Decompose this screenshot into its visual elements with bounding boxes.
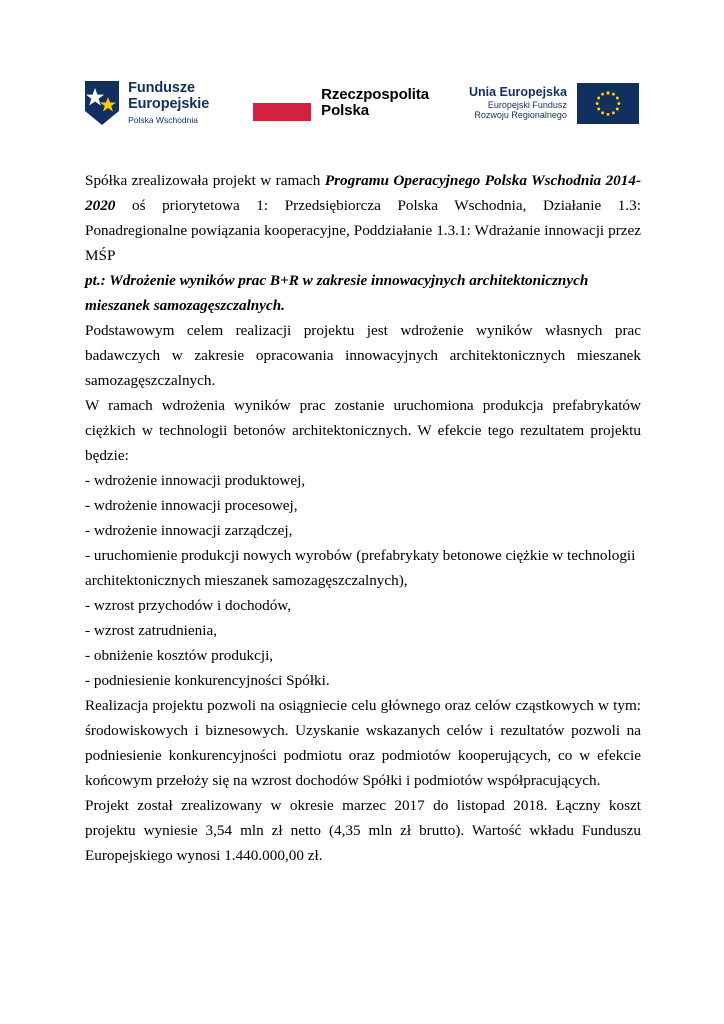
intro-part-1: Spółka zrealizowała projekt w ramach xyxy=(85,172,325,189)
logo-rzeczpospolita-polska xyxy=(253,75,429,131)
rp-line-1: Rzeczpospolita xyxy=(321,85,429,103)
intro-part-3: oś priorytetowa 1: Przedsiębiorcza Polska Wschodnia, Działanie 1.3: Ponadregionalne powiązania kooperacyjne, Poddziałanie 1.3.1: Wdrażanie innowacji przez MŚP xyxy=(85,197,641,264)
paragraph-aim: Podstawowym celem realizacji projektu jest wdrożenie wyników własnych prac badawczych w zakresie opracowania innowacyjnych architektonicznych mieszanek samozagęszczalnych. xyxy=(85,322,641,389)
paragraph-project-title xyxy=(85,268,641,318)
rp-line-2: Polska xyxy=(321,102,369,119)
ue-line-2: Europejski Fundusz xyxy=(487,99,567,110)
paragraph-intro xyxy=(85,168,641,268)
project-title-text: pt.: Wdrożenie wyników prac B+R w zakresie innowacyjnych architektonicznych mieszanek samozagęszczalnych. xyxy=(85,272,589,314)
list-item: - wdrożenie innowacji procesowej, xyxy=(85,497,298,514)
list-item: - obniżenie kosztów produkcji, xyxy=(85,647,274,664)
list-item: - wzrost zatrudnienia, xyxy=(85,622,217,639)
logo-unia-europejska xyxy=(469,75,639,131)
unia-europejska-wordmark xyxy=(469,85,567,120)
eu-flag-icon xyxy=(577,83,639,124)
list-item: - podniesienie konkurencyjności Spółki. xyxy=(85,672,330,689)
fe-line-1: Fundusze xyxy=(128,80,195,97)
logo-fundusze-europejskie xyxy=(85,75,209,131)
document-body xyxy=(85,168,641,868)
eu-funding-logo-bar xyxy=(0,72,724,134)
ue-line-3: Rozwoju Regionalnego xyxy=(474,110,567,121)
rzeczpospolita-polska-wordmark xyxy=(321,87,429,120)
fe-line-2: Europejskie xyxy=(128,95,210,112)
fundusze-europejskie-icon xyxy=(85,81,119,125)
ue-line-1: Unia Europejska xyxy=(468,85,567,100)
list-item: - wdrożenie innowacji zarządczej, xyxy=(85,522,293,539)
list-item: - uruchomienie produkcji nowych wyrobów (prefabrykaty betonowe ciężkie w technologii architektonicznych mieszanek samozagęszczalnych), xyxy=(85,547,636,589)
fe-line-3: Polska Wschodnia xyxy=(128,114,198,125)
paragraph-results: Realizacja projektu pozwoli na osiągniecie celu głównego oraz celów cząstkowych w tym: środowiskowych i biznesowych. Uzyskanie wskazanych celów i rezultatów pozwoli na podniesienie konkurencyjności podmiotu oraz podmiotów kooperujących, co w efekcie końcowym przełoży się na wzrost dochodów Spółki i podmiotów współpracujących. xyxy=(85,697,641,789)
paragraph-implementation: W ramach wdrożenia wyników prac zostanie uruchomiona produkcja prefabrykatów ciężkich w technologii betonów architektonicznych. W efekcie tego rezultatem projektu będzie: xyxy=(85,397,641,464)
polish-flag-icon xyxy=(253,85,311,121)
list-item: - wdrożenie innowacji produktowej, xyxy=(85,472,306,489)
list-item: - wzrost przychodów i dochodów, xyxy=(85,597,292,614)
intro-program-name: Programu Operacyjnego Polska Wschodnia 2014-2020 xyxy=(85,172,642,214)
paragraph-budget: Projekt został zrealizowany w okresie marzec 2017 do listopad 2018. Łączny koszt projektu wyniesie 3,54 mln zł netto (4,35 mln zł brutto). Wartość wkładu Funduszu Europejskiego wynosi 1.440.000,00 zł. xyxy=(85,797,641,864)
fundusze-europejskie-wordmark xyxy=(128,81,209,124)
